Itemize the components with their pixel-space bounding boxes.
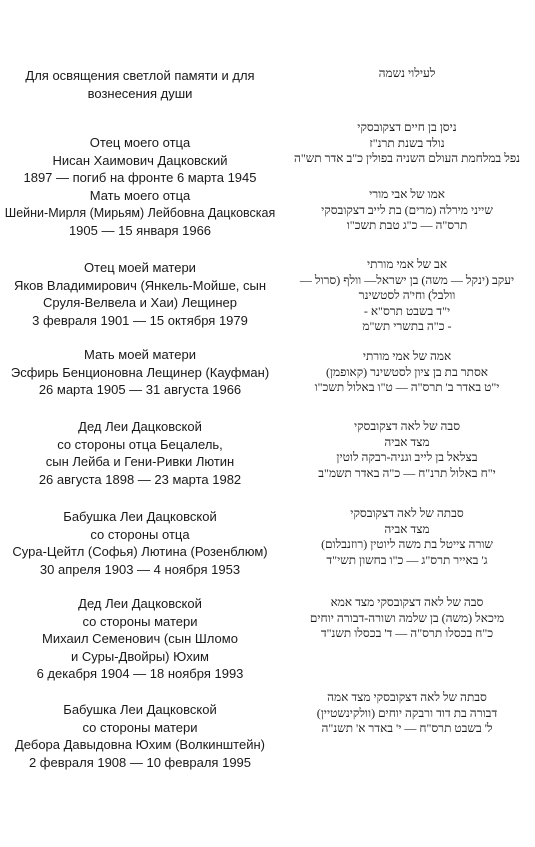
russian-text-line: Отец моего отца xyxy=(89,135,191,150)
hebrew-block-3 xyxy=(287,187,527,234)
russian-text-line: Сруля-Велвела и Хаи) Лещинер xyxy=(42,295,238,310)
russian-text-line: Для освящения светлой памяти и для xyxy=(25,68,255,83)
russian-text-line: со стороны отца xyxy=(90,526,190,542)
hebrew-text-line: י"ט באדר ב' תרס"ה — ט"ו באלול תשכ"ו xyxy=(314,380,500,394)
russian-block-2 xyxy=(0,134,280,187)
hebrew-text-line: נפל במלחמת העולם השניה בפולין כ"ב אדר תש"ה xyxy=(293,151,521,165)
russian-text-line: Мать моей матери xyxy=(84,347,196,362)
hebrew-text-line: בצלאל בן לייב וגניה-רבקה לוטין xyxy=(336,450,478,464)
russian-block-5 xyxy=(0,346,280,399)
hebrew-block-8 xyxy=(287,595,527,642)
russian-block-8 xyxy=(0,595,280,683)
hebrew-block-1 xyxy=(287,66,527,82)
hebrew-text-line: אמה של אמי מורתי xyxy=(362,349,452,363)
russian-text-line: Дебора Давыдовна Юхим (Волкинштейн) xyxy=(14,737,265,752)
hebrew-text-line: מצד אביה xyxy=(384,434,430,449)
russian-text-line: 26 марта 1905 — 31 августа 1966 xyxy=(38,382,242,397)
russian-text-line: Эсфирь Бенционовна Лещинер (Кауфман) xyxy=(10,364,270,380)
russian-text-line: Отец моей матери xyxy=(84,260,196,275)
hebrew-text-line: דבורה בת דוד ורבקה יוחים (וולקינשטיין) xyxy=(316,705,498,720)
hebrew-text-line: לעילוי נשמה xyxy=(378,66,436,80)
hebrew-text-line: מצד אביה xyxy=(384,521,430,536)
hebrew-text-line: שורה צייטל בת משה ליוטין (רוזנבלום) xyxy=(321,537,493,551)
hebrew-block-4 xyxy=(287,257,527,335)
hebrew-text-line: כ"ח בכסלו תרס"ה — ד' בכסלו תשנ"ד xyxy=(320,626,494,640)
russian-text-line: 30 апреля 1903 — 4 ноября 1953 xyxy=(39,561,241,577)
hebrew-text-line: אמו של אבי מורי xyxy=(369,187,445,201)
russian-text-line: со стороны матери xyxy=(82,613,198,629)
russian-text-line: сын Лейба и Гени-Ривки Лютин xyxy=(45,454,235,469)
russian-text-line: 26 августа 1898 — 23 марта 1982 xyxy=(38,471,242,487)
russian-text-line: со стороны матери xyxy=(82,719,198,735)
hebrew-text-line: י"ד בשבט תרס"א - xyxy=(363,303,451,318)
russian-text-line: Сура-Цейтл (Софья) Лютина (Розенблюм) xyxy=(12,544,268,559)
russian-text-line: Бабушка Леи Дацковской xyxy=(63,702,217,717)
russian-text-line: Мать моего отца xyxy=(89,188,191,203)
hebrew-text-line: מיכאל (משה) בן שלמה ושורה-דבורה יוחים xyxy=(309,610,505,625)
russian-text-line: Шейни-Мирля (Мирьям) Лейбовна Дацковская xyxy=(4,205,276,220)
hebrew-text-line: סבה של לאה דצקובסקי מצד אמא xyxy=(330,595,484,609)
russian-text-line: Нисан Хаимович Дацковский xyxy=(52,152,228,168)
hebrew-text-line: סבה של לאה דצקובסקי xyxy=(353,419,461,433)
russian-text-line: Яков Владимирович (Янкель-Мойше, сын xyxy=(13,277,267,293)
hebrew-text-line: סבתה של לאה דצקובסקי מצד אמה xyxy=(327,690,487,704)
hebrew-text-line: ג' באייר תרס"ג — כ"ו בחשון תשי"ד xyxy=(326,552,488,567)
hebrew-text-line: תרס"ה — כ"ג טבת תשכ"ו xyxy=(346,218,468,232)
hebrew-text-line: וולבל) וחי'ה לסטשינר xyxy=(358,288,456,302)
hebrew-text-line: ניסן בן חיים דצקובסקי xyxy=(357,120,457,134)
hebrew-text-line: אסתר בת בן ציון לסטשינר (קאופמן) xyxy=(325,364,489,379)
russian-text-line: 6 декабря 1904 — 18 ноября 1993 xyxy=(36,666,244,681)
hebrew-block-7 xyxy=(287,506,527,568)
russian-block-3 xyxy=(0,187,280,240)
hebrew-text-line: י"ח באלול תרנ"ח — כ"ה באדר תשמ"ב xyxy=(318,465,496,480)
russian-text-line: Дед Леи Дацковской xyxy=(78,419,202,434)
hebrew-text-line: שייני מירלה (מרים) בת לייב דצקובסקי xyxy=(321,202,493,217)
russian-text-line: 2 февраля 1908 — 10 февраля 1995 xyxy=(28,754,252,770)
russian-text-line: Бабушка Леи Дацковской xyxy=(63,509,217,524)
hebrew-text-line: נולד בשנת תרנ"ז xyxy=(369,135,445,150)
hebrew-text-line: אב של אמי מורתי xyxy=(366,257,448,271)
russian-text-line: со стороны отца Бецалель, xyxy=(57,436,223,452)
hebrew-block-6 xyxy=(287,419,527,481)
russian-block-6 xyxy=(0,418,280,488)
hebrew-text-line: ל' בשבט תרס"ח — י' באדר א' תשנ"ה xyxy=(321,721,493,735)
russian-block-4 xyxy=(0,259,280,329)
russian-text-line: 1897 — погиб на фронте 6 марта 1945 xyxy=(23,170,257,185)
russian-block-7 xyxy=(0,508,280,578)
russian-text-line: Дед Леи Дацковской xyxy=(78,596,202,611)
hebrew-block-9 xyxy=(287,690,527,737)
hebrew-block-2 xyxy=(287,120,527,167)
russian-block-1 xyxy=(0,67,280,102)
russian-block-9 xyxy=(0,701,280,771)
russian-text-line: вознесения души xyxy=(87,85,193,101)
russian-text-line: и Суры-Двойры) Юхим xyxy=(71,648,209,664)
hebrew-text-line: - כ"ה בתשרי תש"מ xyxy=(362,319,452,333)
russian-text-line: 1905 — 15 января 1966 xyxy=(68,223,212,238)
hebrew-block-5 xyxy=(287,349,527,396)
russian-text-line: Михаил Семенович (сын Шломо xyxy=(42,631,238,646)
hebrew-text-line: סבתה של לאה דצקובסקי xyxy=(350,506,464,520)
russian-text-line: 3 февраля 1901 — 15 октября 1979 xyxy=(32,312,248,328)
hebrew-text-line: יעקב (ינקל — משה) בן ישראל— וולף (סרול — xyxy=(299,272,515,287)
